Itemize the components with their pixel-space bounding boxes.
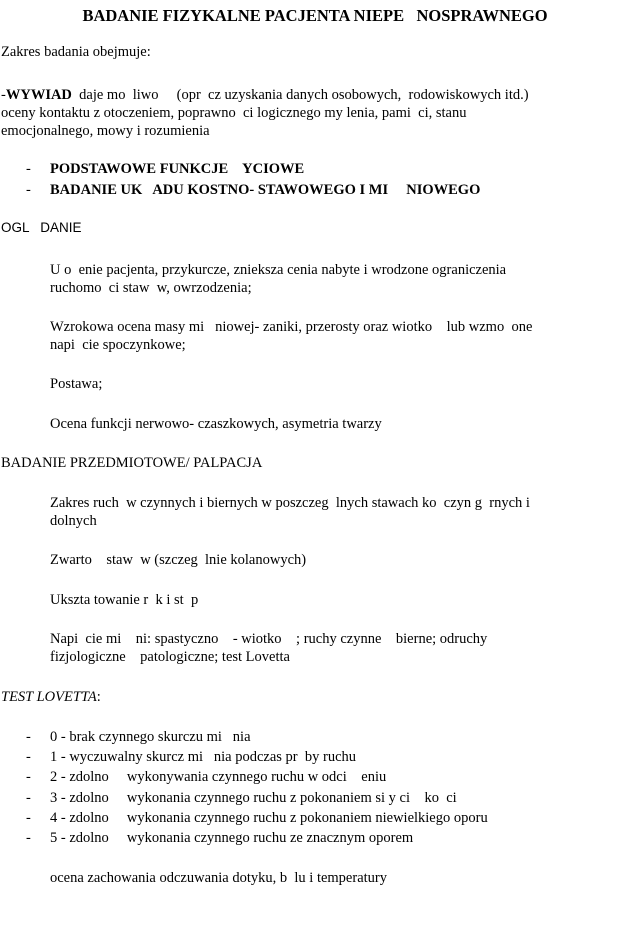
lovett-description: - zdolno wykonywania czynnego ruchu w odci eniu (57, 769, 387, 785)
palpacja-item-1-line-2: dolnych (50, 513, 97, 529)
lovett-description: - brak czynnego skurczu mi nia (57, 729, 251, 745)
lovett-description: - zdolno wykonania czynnego ruchu z pokonaniem niewielkiego oporu (57, 810, 488, 826)
lovett-scale-item (50, 829, 413, 847)
bullet-dash: - (26, 790, 31, 806)
ogladanie-item-1-line-2: ruchomo ci staw w, owrzodzenia; (50, 280, 252, 296)
lovett-description: - zdolno wykonania czynnego ruchu z pokonaniem si y ci ko ci (57, 790, 457, 806)
wywiad-line-3: emocjonalnego, mowy i rozumienia (1, 123, 210, 139)
bold-item-musculoskeletal: BADANIE UK ADU KOSTNO- STAWOWEGO I MI NIOWEGO (50, 182, 481, 198)
wywiad-line-2: oceny kontaktu z otoczeniem, poprawno ci logicznego my lenia, pami ci, stanu (1, 105, 467, 121)
bullet-dash: - (26, 729, 31, 745)
section-heading-lovett (1, 688, 101, 706)
bullet-dash: - (26, 749, 31, 765)
lovett-scale-item (50, 748, 356, 766)
lovett-grade: 1 (50, 749, 58, 765)
page-title: BADANIE FIZYKALNE PACJENTA NIEPE NOSPRAWNEGO (82, 6, 548, 25)
lovett-scale-item (50, 728, 251, 746)
wywiad-label: WYWIAD (5, 87, 72, 103)
ogladanie-item-3: Postawa; (50, 376, 103, 392)
lovett-scale-item (50, 789, 457, 807)
intro-text: Zakres badania obejmuje: (1, 44, 151, 60)
ogladanie-item-4: Ocena funkcji nerwowo- czaszkowych, asymetria twarzy (50, 416, 382, 432)
section-heading-palpacja: BADANIE PRZEDMIOTOWE/ PALPACJA (1, 455, 263, 471)
lovett-scale-item (50, 809, 488, 827)
ogladanie-item-2-line-2: napi cie spoczynkowe; (50, 337, 186, 353)
lovett-scale-item (50, 768, 386, 786)
lovett-heading-colon: : (96, 689, 101, 705)
bullet-dash: - (26, 830, 31, 846)
lovett-closing-text: ocena zachowania odczuwania dotyku, b lu i temperatury (50, 870, 387, 886)
bullet-dash: - (26, 810, 31, 826)
lovett-grade: 2 (50, 769, 58, 785)
ogladanie-item-1-line-1: U o enie pacjenta, przykurcze, znieksza cenia nabyte i wrodzone ograniczenia (50, 262, 507, 278)
palpacja-item-2: Zwarto staw w (szczeg lnie kolanowych) (50, 552, 307, 568)
bullet-dash: - (26, 182, 31, 198)
bullet-dash: - (26, 769, 31, 785)
lovett-grade: 3 (50, 790, 58, 806)
section-heading-ogladanie: OGL DANIE (1, 220, 82, 235)
wywiad-dash: - (1, 87, 6, 103)
lovett-heading-text: TEST LOVETTA (1, 689, 97, 705)
palpacja-item-3: Uksztа towanie r k i st p (50, 592, 199, 608)
palpacja-item-4-line-1: Napi cie mi ni: spastyczno - wiotko ; ruchy czynne bierne; odruchy (50, 631, 488, 647)
palpacja-item-4-line-2: fizjologiczne patologiczne; test Lovetta (50, 649, 290, 665)
lovett-grade: 0 (50, 729, 58, 745)
lovett-description: - wyczuwalny skurcz mi nia podczas pr by ruchu (57, 749, 357, 765)
palpacja-item-1-line-1: Zakres ruch w czynnych i biernych w poszczeg lnych stawach ko czyn g rnych i (50, 495, 530, 511)
wywiad-text: daje mo liwo (opr cz uzyskania danych osobowych, rodowiskowych itd.) (71, 87, 529, 103)
bold-item-basic-functions: PODSTAWOWE FUNKCJE YCIOWE (50, 161, 305, 177)
wywiad-line-1 (1, 86, 529, 104)
lovett-grade: 4 (50, 810, 58, 826)
bullet-dash: - (26, 161, 31, 177)
lovett-grade: 5 (50, 830, 58, 846)
lovett-description: - zdolno wykonania czynnego ruchu ze znacznym oporem (57, 830, 414, 846)
ogladanie-item-2-line-1: Wzrokowa ocena masy mi niowej- zaniki, przerosty oraz wiotko lub wzmo one (50, 319, 533, 335)
